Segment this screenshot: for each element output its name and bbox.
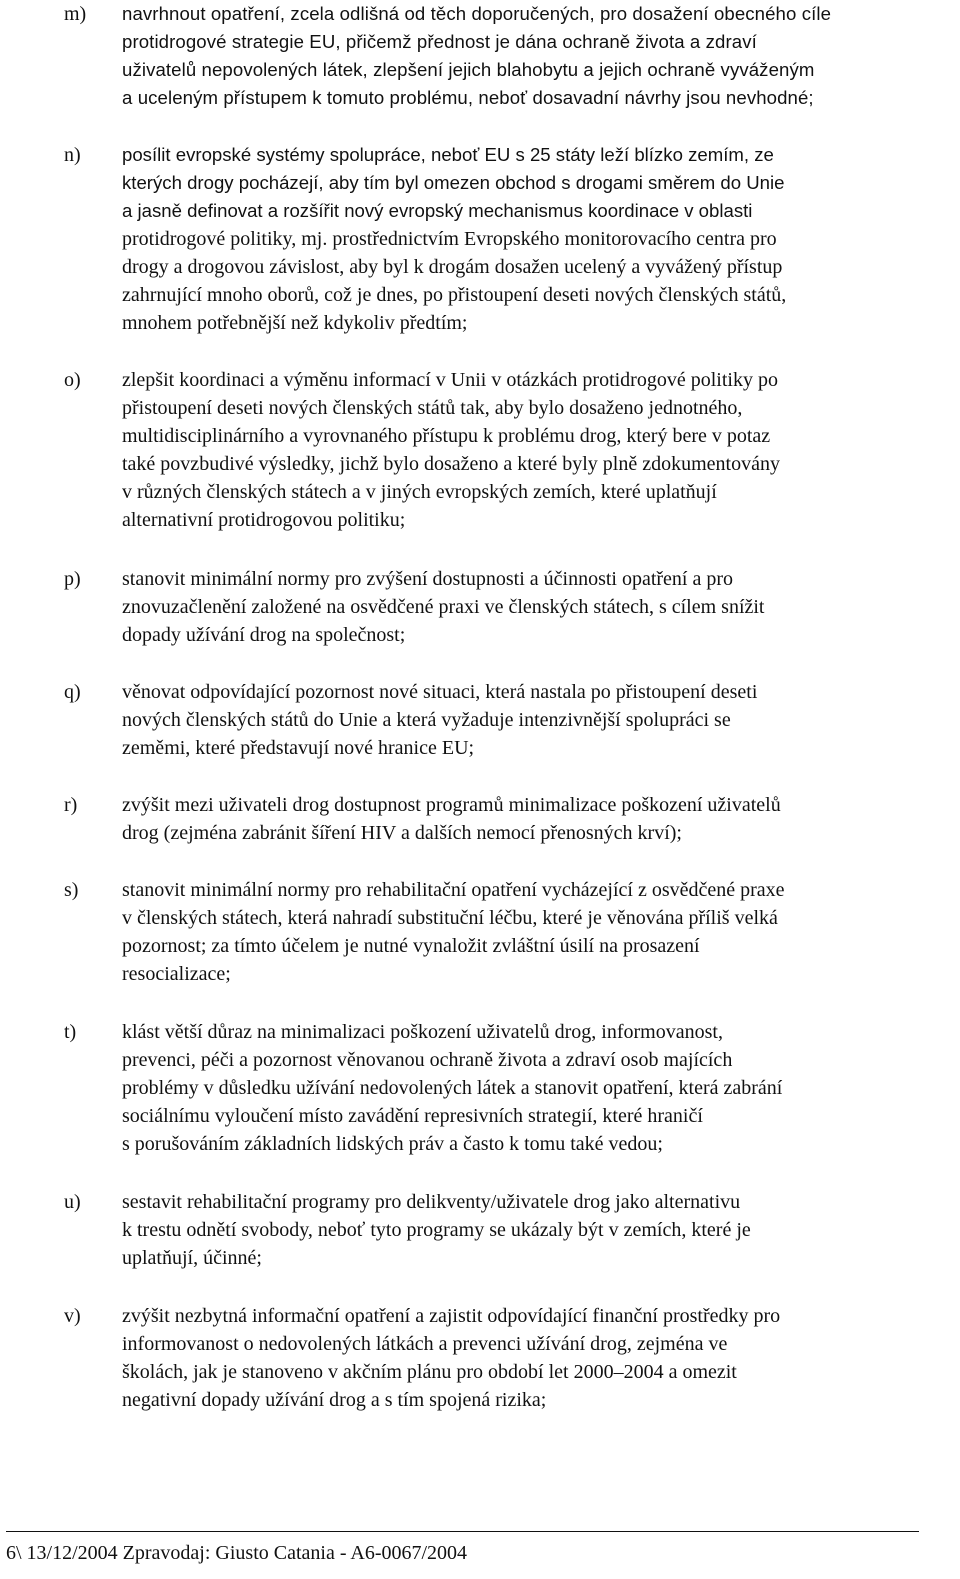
text-line: nových členských států do Unie a která vyžaduje intenzivnější spolupráci se: [122, 709, 731, 731]
footer-divider: [6, 1531, 919, 1532]
text-line: uplatňují, účinné;: [122, 1247, 262, 1269]
text-line: resocializace;: [122, 963, 231, 985]
text-line: navrhnout opatření, zcela odlišná od těch doporučených, pro dosažení obecného cíle: [122, 3, 832, 24]
item-text: [122, 366, 942, 534]
item-text: [122, 141, 942, 337]
text-line: zeměmi, které představují nové hranice EU;: [122, 737, 475, 759]
item-letter: t): [64, 1021, 77, 1043]
text-line: a uceleným přístupem k tomuto problému, neboť dosavadní návrhy jsou nevhodné;: [122, 87, 814, 108]
item-letter: m): [64, 3, 87, 25]
text-line: mnohem potřebnější než kdykoliv předtím;: [122, 312, 468, 334]
text-line: stanovit minimální normy pro rehabilitační opatření vycházející z osvědčené praxe: [122, 879, 785, 901]
text-line: protidrogové strategie EU, přičemž přednost je dána ochraně života a zdraví: [122, 31, 757, 52]
text-line: v různých členských státech a v jiných evropských zemích, které uplatňují: [122, 481, 717, 503]
text-line: znovuzačlenění založené na osvědčené praxi ve členských státech, s cílem snížit: [122, 596, 765, 618]
item-letter: u): [64, 1191, 81, 1213]
text-line: multidisciplinárního a vyrovnaného přístupu k problému drog, který bere v potaz: [122, 425, 771, 447]
text-line: protidrogové politiky, mj. prostřednictvím Evropského monitorovacího centra pro: [122, 228, 777, 250]
text-line: kterých drogy pocházejí, aby tím byl omezen obchod s drogami směrem do Unie: [122, 172, 785, 193]
text-line: klást větší důraz na minimalizaci poškození uživatelů drog, informovanost,: [122, 1021, 723, 1043]
item-text: [122, 565, 942, 649]
item-text: [122, 1302, 942, 1414]
item-text: [122, 1018, 942, 1158]
text-line: sestavit rehabilitační programy pro delikventy/uživatele drog jako alternativu: [122, 1191, 741, 1213]
text-line: dopady užívání drog na společnost;: [122, 624, 406, 646]
item-letter: o): [64, 369, 81, 391]
text-line: sociálnímu vyloučení místo zavádění represivních strategií, které hraničí: [122, 1105, 703, 1127]
text-line: drog (zejména zabránit šíření HIV a dalších nemocí přenosných krví);: [122, 822, 682, 844]
item-letter: q): [64, 681, 81, 703]
item-letter: p): [64, 568, 81, 590]
text-line: uživatelů nepovolených látek, zlepšení jejich blahobytu a jejich ochraně vyváženým: [122, 59, 815, 80]
item-letter: v): [64, 1305, 81, 1327]
text-line: a jasně definovat a rozšířit nový evropský mechanismus koordinace v oblasti: [122, 200, 753, 221]
text-line: věnovat odpovídající pozornost nové situaci, která nastala po přistoupení deseti: [122, 681, 758, 703]
text-line: zahrnující mnoho oborů, což je dnes, po přistoupení deseti nových členských států,: [122, 284, 787, 306]
text-line: s porušováním základních lidských práv a často k tomu také vedou;: [122, 1133, 663, 1155]
text-line: zlepšit koordinaci a výměnu informací v Unii v otázkách protidrogové politiky po: [122, 369, 778, 391]
item-letter: r): [64, 794, 78, 816]
text-line: prevenci, péči a pozornost věnovanou ochraně života a zdraví osob majících: [122, 1049, 733, 1071]
item-letter: s): [64, 879, 79, 901]
item-text: [122, 0, 942, 112]
text-line: přistoupení deseti nových členských států tak, aby bylo dosaženo jednotného,: [122, 397, 743, 419]
text-line: v členských státech, která nahradí substituční léčbu, které je věnována příliš velká: [122, 907, 778, 929]
text-line: negativní dopady užívání drog a s tím spojená rizika;: [122, 1389, 547, 1411]
item-text: [122, 876, 942, 988]
text-line: k trestu odnětí svobody, neboť tyto programy se ukázaly být v zemích, které je: [122, 1219, 751, 1241]
text-line: zvýšit mezi uživateli drog dostupnost programů minimalizace poškození uživatelů: [122, 794, 781, 816]
text-line: zvýšit nezbytná informační opatření a zajistit odpovídající finanční prostředky pro: [122, 1305, 781, 1327]
text-line: posílit evropské systémy spolupráce, neboť EU s 25 státy leží blízko zemím, ze: [122, 144, 774, 165]
item-text: [122, 1188, 942, 1272]
text-line: stanovit minimální normy pro zvýšení dostupnosti a účinnosti opatření a pro: [122, 568, 734, 590]
page-footer: 6\ 13/12/2004 Zpravodaj: Giusto Catania - A6-0067/2004: [6, 1542, 468, 1564]
text-line: drogy a drogovou závislost, aby byl k drogám dosažen ucelený a vyvážený přístup: [122, 256, 783, 278]
text-line: také povzbudivé výsledky, jichž bylo dosaženo a které byly plně zdokumentovány: [122, 453, 780, 475]
text-line: problémy v důsledku užívání nedovolených látek a stanovit opatření, která zabrání: [122, 1077, 783, 1099]
text-line: informovanost o nedovolených látkách a prevenci užívání drog, zejména ve: [122, 1333, 728, 1355]
item-text: [122, 678, 942, 762]
item-text: [122, 791, 942, 847]
text-line: pozornost; za tímto účelem je nutné vynaložit zvláštní úsilí na prosazení: [122, 935, 700, 957]
text-line: alternativní protidrogovou politiku;: [122, 509, 406, 531]
item-letter: n): [64, 144, 81, 166]
text-line: školách, jak je stanoveno v akčním plánu pro období let 2000–2004 a omezit: [122, 1361, 737, 1383]
